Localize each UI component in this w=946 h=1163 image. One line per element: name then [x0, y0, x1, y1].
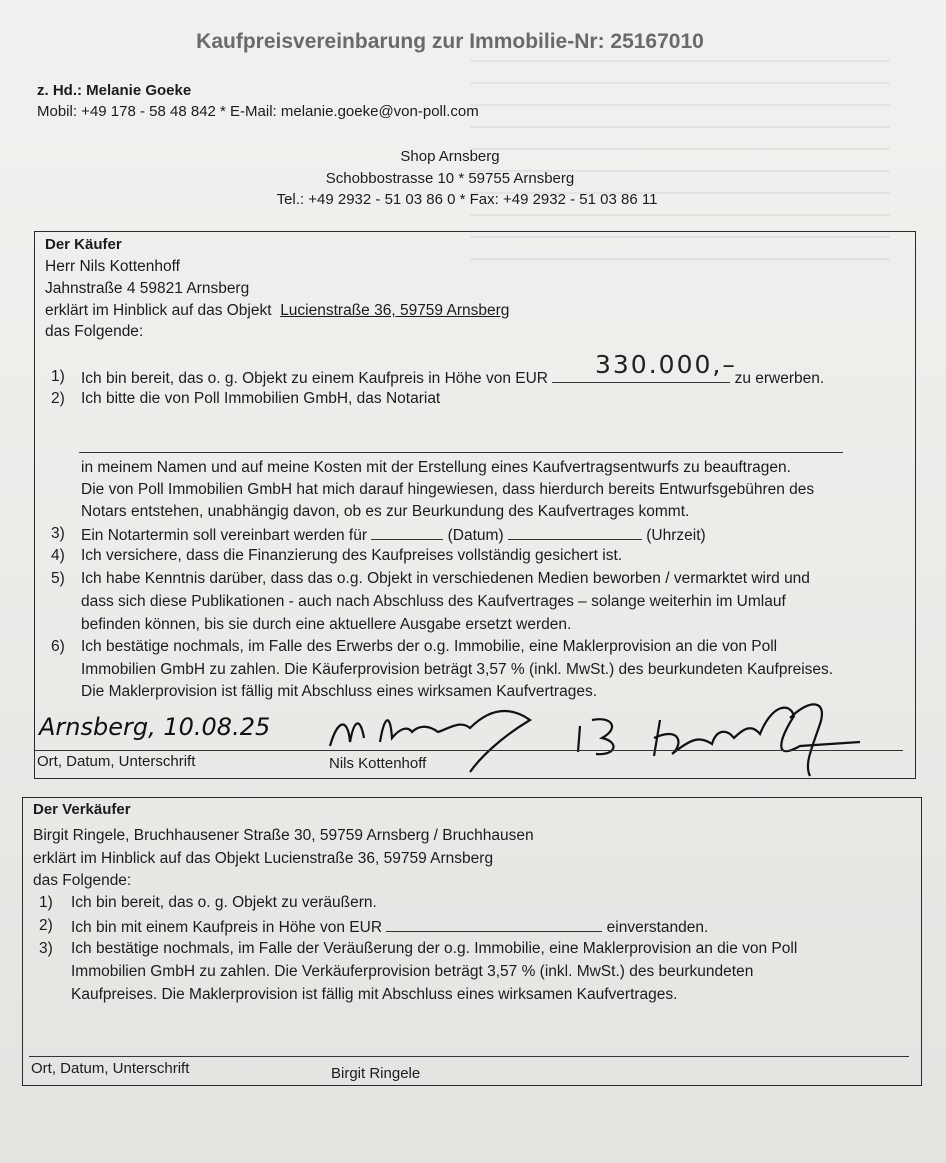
item-5-line-2: dass sich diese Publikationen - auch nach Abschluss des Kaufvertrages – solange weiterhin im Umlauf: [81, 593, 786, 610]
seller-sign-label: Ort, Datum, Unterschrift: [31, 1060, 190, 1077]
handwritten-price: 330.000,–: [595, 350, 737, 379]
buyer-item-3: [81, 525, 706, 545]
item-number: 6): [51, 638, 65, 655]
item-text: Ein Notartermin soll vereinbart werden für: [81, 527, 368, 544]
buyer-sign-label: Ort, Datum, Unterschrift: [37, 753, 196, 770]
item-number: 3): [39, 940, 53, 957]
item-6-line-2: Immobilien GmbH zu zahlen. Die Käuferprovision beträgt 3,57 % (inkl. MwSt.) des beurkundeten Kaufpreises.: [81, 661, 834, 678]
seller-following: das Folgende:: [33, 872, 132, 889]
seller-heading: Der Verkäufer: [33, 801, 131, 818]
item-text: Ich bin mit einem Kaufpreis in Höhe von EUR: [71, 919, 383, 936]
item-6-line-1: Ich bestätige nochmals, im Falle des Erwerbs der o.g. Immobilie, eine Maklerprovision an die von Poll: [81, 638, 778, 655]
seller-item-3-line-3: Kaufpreises. Die Maklerprovision ist fällig mit Abschluss eines wirksamen Kaufvertrages.: [71, 986, 678, 1003]
following-text: das Folgende:: [45, 323, 144, 340]
buyer-name: Herr Nils Kottenhoff: [45, 258, 180, 275]
buyer-object-line: [45, 302, 509, 320]
seller-item-3-line-1: Ich bestätige nochmals, im Falle der Veräußerung der o.g. Immobilie, eine Maklerprovision an die von Poll: [71, 940, 798, 957]
item-2-line-1: in meinem Namen und auf meine Kosten mit der Erstellung eines Kaufvertragsentwurfs zu beauftragen.: [81, 459, 791, 476]
attention-line: z. Hd.: Melanie Goeke: [37, 82, 192, 99]
item-text: einverstanden.: [606, 919, 709, 936]
item-number: 5): [51, 570, 65, 587]
date-field[interactable]: [371, 525, 443, 540]
item-number: 1): [39, 894, 53, 911]
seller-item-3-line-2: Immobilien GmbH zu zahlen. Die Verkäuferprovision beträgt 3,57 % (inkl. MwSt.) des beurkundeten: [71, 963, 754, 980]
item-text: (Datum): [447, 527, 504, 544]
seller-price-field[interactable]: [386, 917, 602, 932]
item-2-line-2: Die von Poll Immobilien GmbH hat mich darauf hingewiesen, dass hierdurch bereits Entwurfsgebühren des: [81, 481, 815, 498]
declares-text: erklärt im Hinblick auf das Objekt: [45, 302, 272, 319]
object-address: Lucienstraße 36, 59759 Arnsberg: [280, 302, 510, 319]
contact-line: Mobil: +49 178 - 58 48 842 * E-Mail: melanie.goeke@von-poll.com: [37, 103, 479, 120]
seller-sign-name: Birgit Ringele: [331, 1065, 421, 1082]
item-text: (Uhrzeit): [646, 527, 706, 544]
item-5-line-3: befinden können, bis sie durch eine aktuellere Ausgabe ersetzt werden.: [81, 616, 572, 633]
buyer-address: Jahnstraße 4 59821 Arnsberg: [45, 280, 250, 297]
buyer-sign-name: Nils Kottenhoff: [329, 755, 427, 772]
shop-name: Shop Arnsberg: [400, 148, 500, 165]
item-number: 2): [51, 390, 65, 407]
item-number: 2): [39, 917, 53, 934]
notary-field[interactable]: [79, 452, 843, 453]
document-title: Kaufpreisvereinbarung zur Immobilie-Nr: 25167010: [196, 30, 704, 53]
seller-item-2: [71, 917, 708, 937]
buyer-heading: Der Käufer: [45, 236, 122, 253]
seller-section: [22, 797, 922, 1086]
item-text: zu erwerben.: [734, 370, 825, 387]
handwritten-place-date: Arnsberg, 10.08.25: [39, 713, 271, 741]
seller-item-1: Ich bin bereit, das o. g. Objekt zu veräußern.: [71, 894, 377, 911]
buyer-section: [34, 231, 916, 779]
item-number: 1): [51, 368, 65, 385]
item-number: 3): [51, 525, 65, 542]
seller-line-2: erklärt im Hinblick auf das Objekt Lucienstraße 36, 59759 Arnsberg: [33, 850, 494, 867]
item-text: Ich bin bereit, das o. g. Objekt zu einem Kaufpreis in Höhe von EUR: [81, 370, 548, 387]
buyer-signature-line: [35, 750, 903, 751]
item-2-line-3: Notars entstehen, unabhängig davon, ob es zur Beurkundung des Kaufvertrages kommt.: [81, 503, 690, 520]
seller-line-1: Birgit Ringele, Bruchhausener Straße 30, 59759 Arnsberg / Bruchhausen: [33, 827, 534, 844]
buyer-item-4: Ich versichere, dass die Finanzierung des Kaufpreises vollständig gesichert ist.: [81, 547, 623, 564]
item-5-line-1: Ich habe Kenntnis darüber, dass das o.g. Objekt in verschiedenen Medien beworben / vermarktet wird und: [81, 570, 810, 587]
seller-signature-line[interactable]: [29, 1056, 909, 1057]
shop-phone: Tel.: +49 2932 - 51 03 86 0 * Fax: +49 2932 - 51 03 86 11: [276, 191, 658, 208]
item-number: 4): [51, 547, 65, 564]
shop-address: Schobbostrasse 10 * 59755 Arnsberg: [325, 170, 575, 187]
buyer-item-2: Ich bitte die von Poll Immobilien GmbH, das Notariat: [81, 390, 441, 407]
item-6-line-3: Die Maklerprovision ist fällig mit Abschluss eines wirksamen Kaufvertrages.: [81, 683, 598, 700]
time-field[interactable]: [508, 525, 642, 540]
